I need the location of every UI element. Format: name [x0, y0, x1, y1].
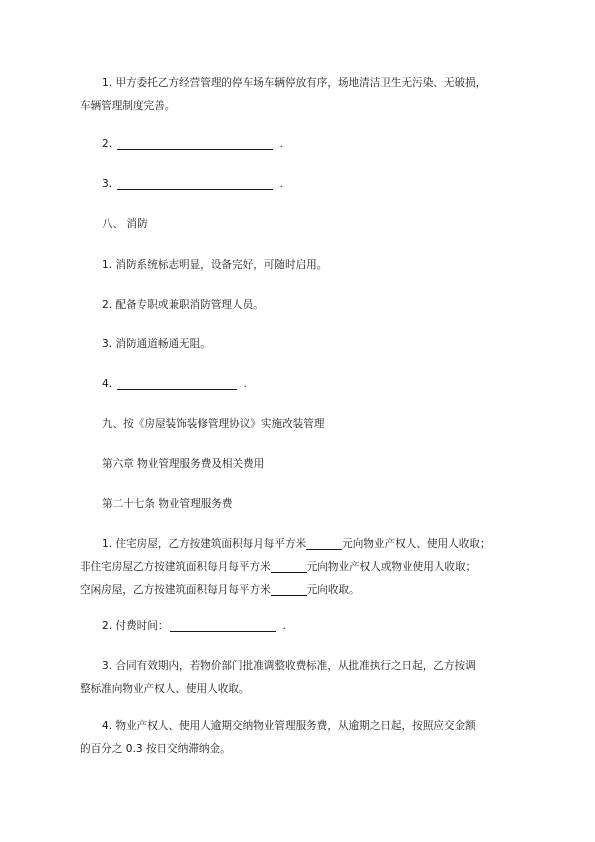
- trailing-period: .: [282, 620, 286, 632]
- fee-adjust-line-1: 3. 合同有效期内，若物价部门批准调整收费标准，从批准执行之日起，乙方按调: [102, 660, 476, 672]
- fee-text: 元向物业产权人、使用人收取；: [342, 538, 491, 550]
- fee-text: 1. 住宅房屋，乙方按建筑面积每月每平方米: [102, 538, 307, 550]
- item-number: 2.: [102, 138, 113, 150]
- blank-underline: [117, 376, 237, 390]
- fee-text: 空闲房屋，乙方按建筑面积每月每平方米: [80, 584, 271, 596]
- late-fee-line-2: 的百分之 0.3 按日交纳滞纳金。: [80, 743, 231, 755]
- trailing-period: .: [279, 178, 283, 190]
- fire-item-3: 3. 消防通道畅通无阻。: [102, 338, 211, 350]
- item-number: 3.: [102, 178, 113, 190]
- section-9-title: 九、按《房屋装饰装修管理协议》实施改装管理: [102, 418, 325, 430]
- fee-blank: [271, 559, 307, 573]
- fee-blank: [271, 582, 307, 596]
- fire-item-4: [102, 373, 520, 396]
- blank-underline: [117, 176, 273, 190]
- payment-time-label: 2. 付费时间：: [102, 620, 169, 632]
- fee-vacant: [80, 579, 520, 602]
- parking-item-2: [102, 133, 520, 156]
- chapter-6-title: 第六章 物业管理服务费及相关费用: [102, 458, 265, 470]
- fire-item-2: 2. 配备专职或兼职消防管理人员。: [102, 299, 264, 311]
- late-fee-line-1: 4. 物业产权人、使用人逾期交纳物业管理服务费，从逾期之日起，按照应交金额: [102, 720, 476, 732]
- article-27-title: 第二十七条 物业管理服务费: [102, 498, 233, 510]
- item-number: 4.: [102, 378, 113, 390]
- fee-blank: [306, 536, 342, 550]
- trailing-period: .: [279, 138, 283, 150]
- section-8-title: 八、 消防: [102, 218, 148, 230]
- fee-text: 元向物业产权人或物业使用人收取；: [306, 561, 477, 573]
- blank-underline: [170, 618, 276, 632]
- fee-residential: [102, 533, 520, 556]
- parking-item-1-line-1: 1. 甲方委托乙方经营管理的停车场车辆停放有序，场地清洁卫生无污染、无破损，: [102, 77, 487, 89]
- blank-underline: [117, 136, 273, 150]
- fee-text: 元向收取。: [306, 584, 360, 596]
- fee-adjust-line-2: 整标准向物业产权人、使用人收取。: [80, 683, 250, 695]
- trailing-period: .: [243, 378, 247, 390]
- fee-text: 非住宅房屋乙方按建筑面积每月每平方米: [80, 561, 271, 573]
- payment-time: [102, 615, 520, 638]
- fire-item-1: 1. 消防系统标志明显，设备完好，可随时启用。: [102, 259, 328, 271]
- parking-item-1-line-2: 车辆管理制度完善。: [80, 100, 176, 112]
- parking-item-3: [102, 173, 520, 196]
- fee-non-residential: [80, 556, 520, 579]
